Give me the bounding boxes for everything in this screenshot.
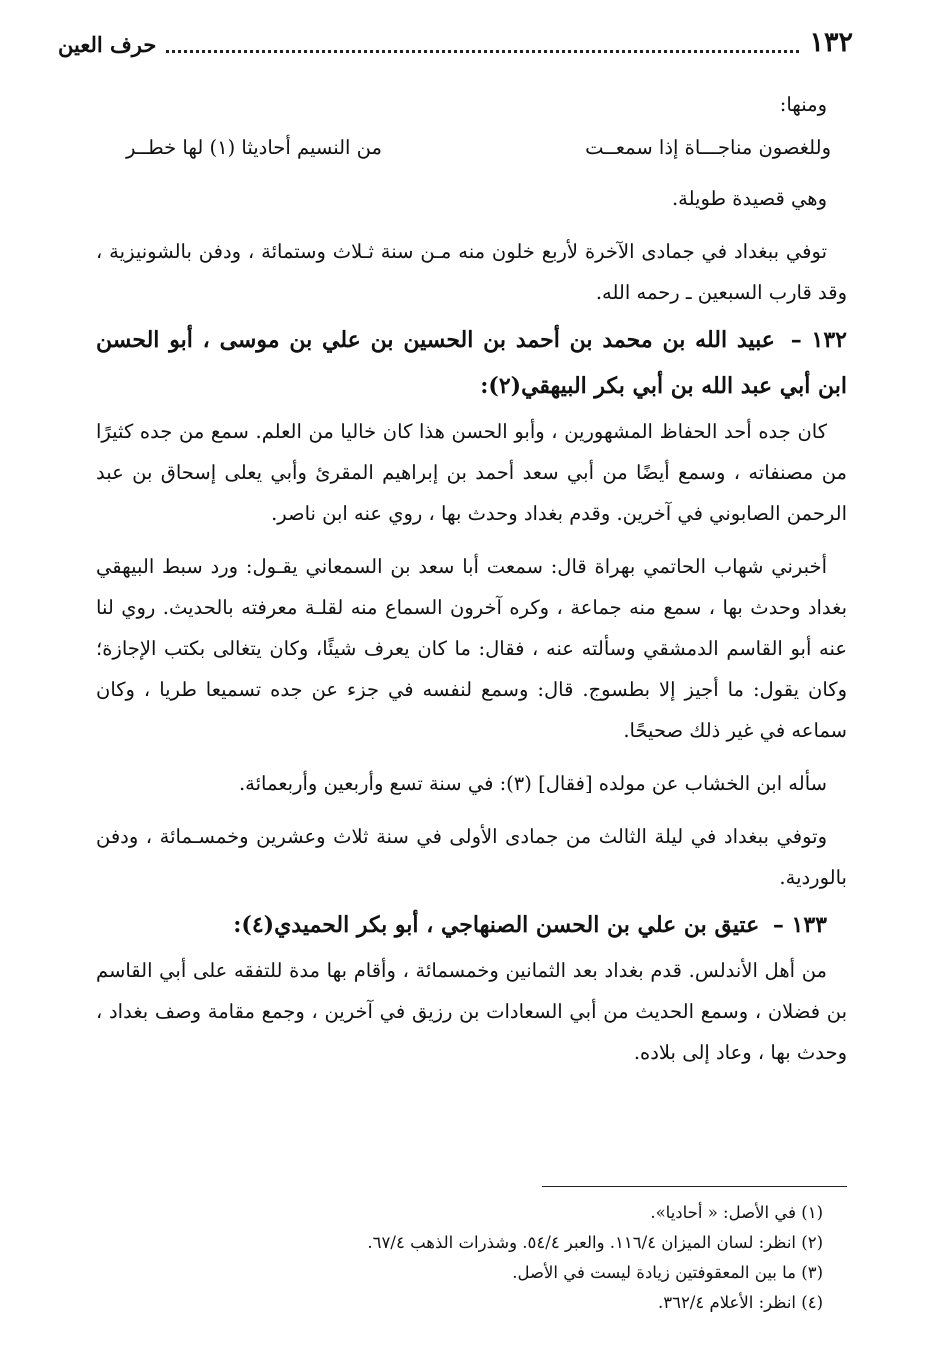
poem-note: وهي قصيدة طويلة. (671, 187, 827, 210)
footnote: (٤) انظر: الأعلام ٣٦٢/٤. (657, 1293, 823, 1312)
paragraph: من أهل الأندلس. قدم بغداد بعد الثمانين وخمسمائة ، وأقام بها مدة للتفقه على أبي القاسم بن فضلان ، وسمع الحديث من أبي السعادات بن رزيق في آخرين ، وجمع مقامة وصف بغداد ، وحدث بها ، وعاد إلى بلاده. (96, 959, 847, 1064)
footnote: (٣) ما بين المعقوفتين زيادة ليست في الأصل. (512, 1263, 823, 1282)
paragraph: أخبرني شهاب الحاتمي بهراة قال: سمعت أبا سعد بن السمعاني يقـول: ورد سبط البيهقي بغداد وحدث بها ، سمع منه جماعة ، وكره آخرون السماع منه لقلـة معرفته بالحديث. روي لنا عنه أبو القاسم الدمشقي وسألته عنه ، فقال: ما كان يعرف شيئًا، وكان يتغالى بكتب الإجازة؛ وكان يقول: ما أجيز إلا بطسوج. قال: وسمع لنفسه في جزء عن جده تسميعا طريا ، وكان سماعه في غير ذلك صحيحًا. (96, 555, 847, 742)
heading-colon: : (480, 373, 489, 399)
footnote-ref: (٢) (488, 373, 522, 399)
paragraph: سأله ابن الخشاب عن مولده [فقال] (٣): في سنة تسع وأربعين وأربعمائة. (238, 772, 827, 795)
intro-line: ومنها: (779, 93, 827, 116)
poem-verse (96, 127, 847, 168)
footnote-ref: (٤) (241, 912, 275, 938)
entry-heading-133 (96, 902, 847, 948)
footnotes (96, 1198, 823, 1318)
entry-number: ١٣٣ – (772, 912, 827, 938)
entry-heading-132 (96, 317, 847, 409)
footnote: (١) في الأصل: « أحاديا». (650, 1203, 823, 1222)
paragraph: توفي ببغداد في جمادى الآخرة لأربع خلون منه مـن سنة ثـلاث وستمائة ، ودفن بالشونيزية ، وقد قارب السبعين ـ رحمه الله. (96, 240, 847, 304)
paragraph: وتوفي ببغداد في ليلة الثالث من جمادى الأولى في سنة ثلاث وعشرين وخمسـمائة ، ودفن بالوردية. (96, 825, 847, 889)
entry-name: عبيد الله بن محمد بن أحمد بن الحسين بن علي بن موسى ، أبو الحسن ابن أبي عبد الله بن أبي بكر البيهقي (96, 327, 847, 399)
footnote: (٢) انظر: لسان الميزان ١١٦/٤. والعبر ٥٤/٤. وشذرات الذهب ٦٧/٤. (367, 1233, 823, 1252)
page-header (58, 22, 853, 62)
heading-colon: : (233, 912, 242, 938)
entry-number: ١٣٢ – (790, 327, 847, 353)
running-title: حرف العين (58, 32, 157, 57)
entry-name: عتيق بن علي بن الحسن الصنهاجي ، أبو بكر الحميدي (274, 912, 760, 938)
verse-first-hemistich: وللغصون مناجـــاة إذا سمعــت (585, 136, 831, 159)
paragraph: كان جده أحد الحفاظ المشهورين ، وأبو الحسن هذا كان خاليا من العلم. سمع من جده كثيرًا من مصنفاته ، وسمع أيضًا من أبي سعد أحمد بن إبراهيم المقرئ وأبي يعلى إسحاق بن عبد الرحمن الصابوني في آخرين. وقدم بغداد وحدث بها ، روي عنه ابن ناصر. (96, 420, 847, 525)
footnote-divider (542, 1186, 847, 1187)
page-body (96, 84, 847, 1073)
header-dotted-leader (166, 48, 799, 53)
verse-second-hemistich: من النسيم أحاديثا (١) لها خطــر (126, 136, 382, 159)
page-number: ١٣٢ (809, 27, 853, 58)
